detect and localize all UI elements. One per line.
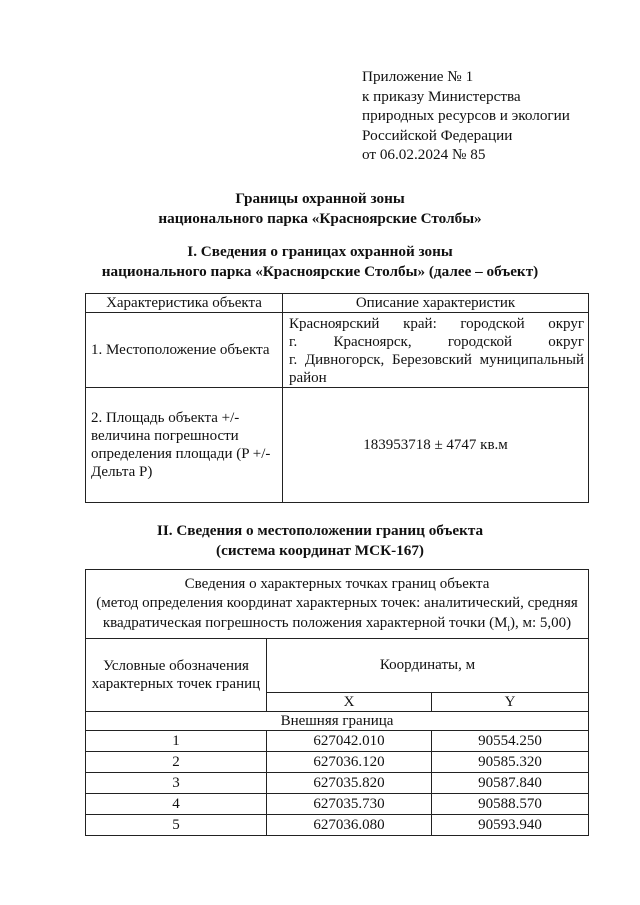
- coordinates-caption-row: [86, 570, 589, 639]
- section2-title: [0, 521, 640, 560]
- coordinates-table: [85, 569, 589, 836]
- document-title: [0, 189, 640, 228]
- section1-title-line: I. Сведения о границах охранной зоны: [187, 243, 453, 260]
- location-value-line: г. Дивногорск, Березовский муниципальный: [289, 352, 584, 368]
- table-row: [86, 752, 589, 773]
- location-value-line: г. Красноярск, городской округ: [289, 334, 584, 350]
- coordinates-caption: [86, 570, 589, 639]
- appendix-header: [362, 67, 570, 165]
- caption-line: [88, 614, 586, 634]
- header-characteristic: Характеристика объекта: [86, 294, 283, 313]
- caption-line-text: квадратическая погрешность положения характерной точки (M: [102, 614, 508, 631]
- header-coordinates: Координаты, м: [267, 639, 589, 693]
- caption-line: (метод определения координат характерных точек: аналитический, средняя: [96, 595, 578, 612]
- table-row: [86, 773, 589, 794]
- table-header-row: [86, 294, 589, 313]
- appendix-line: природных ресурсов и экологии: [362, 107, 570, 125]
- point-number: 5: [86, 815, 267, 836]
- table-row: [86, 731, 589, 752]
- header-x: X: [267, 692, 432, 711]
- section2-title-line: II. Сведения о местоположении границ объекта: [156, 522, 484, 539]
- coordinates-header-row: [86, 639, 589, 693]
- point-y: 90593.940: [432, 815, 589, 836]
- point-number: 2: [86, 752, 267, 773]
- location-value-line: Красноярский край: городской округ: [289, 316, 584, 332]
- location-value-line: район: [289, 370, 327, 386]
- point-x: 627036.120: [267, 752, 432, 773]
- header-description: Описание характеристик: [283, 294, 589, 313]
- document-title-line: Границы охранной зоны: [235, 190, 405, 207]
- section2-title-line: (система координат МСК-167): [216, 541, 424, 559]
- point-y: 90587.840: [432, 773, 589, 794]
- location-label: 1. Местоположение объекта: [86, 313, 283, 388]
- point-number: 3: [86, 773, 267, 794]
- point-x: 627036.080: [267, 815, 432, 836]
- point-y: 90554.250: [432, 731, 589, 752]
- header-points: Условные обозначения характерных точек границ: [86, 639, 267, 712]
- object-characteristics-table: [85, 293, 589, 503]
- group-row: [86, 712, 589, 731]
- area-label: 2. Площадь объекта +/- величина погрешности определения площади (P +/- Дельта P): [86, 388, 283, 503]
- section1-title-line: национального парка «Красноярские Столбы» (далее – объект): [101, 262, 539, 280]
- caption-line: Сведения о характерных точках границ объекта: [184, 575, 490, 592]
- document-title-line: национального парка «Красноярские Столбы»: [158, 209, 482, 227]
- point-number: 1: [86, 731, 267, 752]
- point-number: 4: [86, 794, 267, 815]
- group-label: Внешняя граница: [86, 712, 589, 731]
- point-x: 627042.010: [267, 731, 432, 752]
- location-value: [283, 313, 589, 388]
- table-row: [86, 794, 589, 815]
- table-row-area: [86, 388, 589, 503]
- point-y: 90588.570: [432, 794, 589, 815]
- caption-subscript: t: [507, 622, 510, 633]
- appendix-line: Приложение № 1: [362, 68, 474, 85]
- point-x: 627035.820: [267, 773, 432, 794]
- point-x: 627035.730: [267, 794, 432, 815]
- caption-line-text: ), м: 5,00): [509, 614, 572, 631]
- section1-title: [0, 242, 640, 281]
- point-y: 90585.320: [432, 752, 589, 773]
- appendix-line: от 06.02.2024 № 85: [362, 146, 486, 164]
- table-row-location: [86, 313, 589, 388]
- header-y: Y: [432, 692, 589, 711]
- area-value: 183953718 ± 4747 кв.м: [283, 388, 589, 503]
- appendix-line: Российской Федерации: [362, 126, 513, 144]
- appendix-line: к приказу Министерства: [362, 87, 521, 105]
- table-row: [86, 815, 589, 836]
